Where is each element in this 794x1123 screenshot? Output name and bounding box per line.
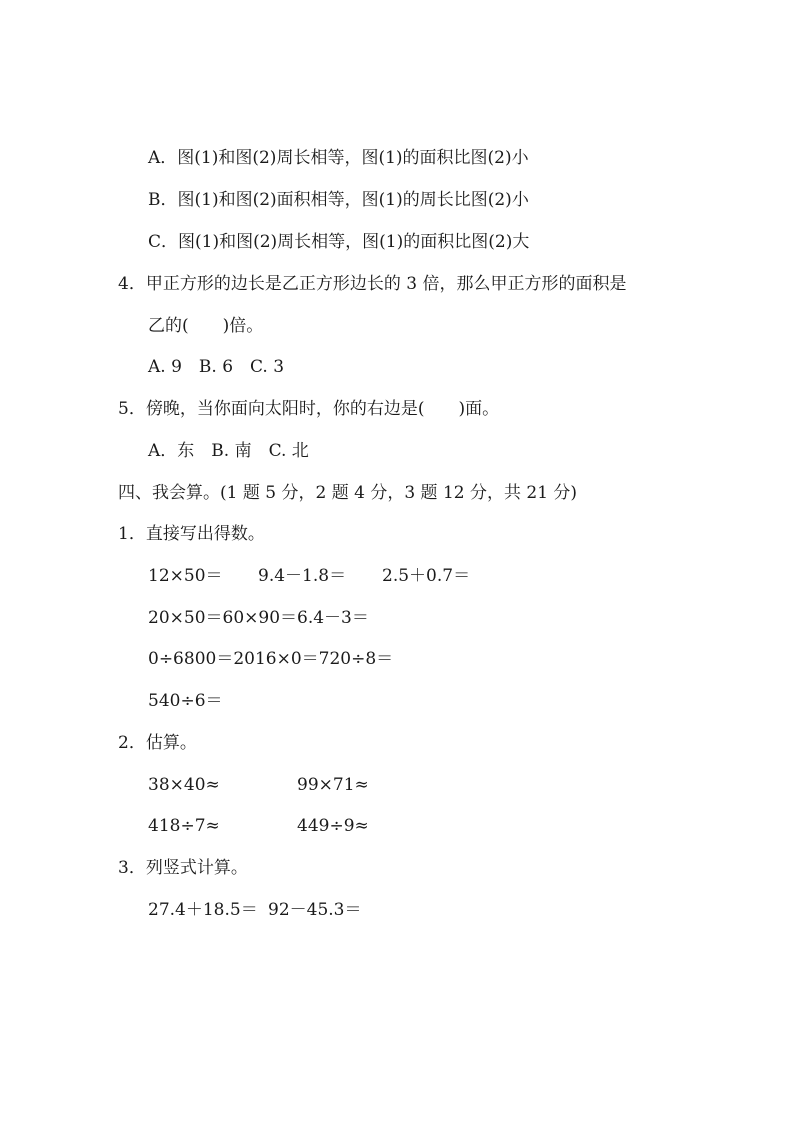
problem-1-row-1 xyxy=(148,565,708,587)
problem-1-row-4: 540÷6＝ xyxy=(148,691,223,711)
problem-1-row-3: 0÷6800＝2016×0＝720÷8＝ xyxy=(148,649,394,669)
question-4-stem: 4．甲正方形的边长是乙正方形边长的 3 倍，那么甲正方形的面积是 xyxy=(118,274,627,294)
question-5-options: A．东 B. 南 C. 北 xyxy=(148,441,309,461)
problem-2-row-1 xyxy=(148,774,708,796)
expression: 27.4＋18.5＝ xyxy=(148,900,258,920)
expression: 9.4－1.8＝ xyxy=(258,566,347,586)
problem-2-title: 2．估算。 xyxy=(118,733,197,753)
option-3a: A．图(1)和图(2)周长相等，图(1)的面积比图(2)小 xyxy=(148,148,529,168)
expression: 2.5＋0.7＝ xyxy=(382,566,471,586)
expression: 12×50＝ xyxy=(148,566,223,586)
expression: 99×71≈ xyxy=(297,775,369,795)
problem-3-row-1 xyxy=(148,899,708,921)
option-3c: C．图(1)和图(2)周长相等，图(1)的面积比图(2)大 xyxy=(148,232,530,252)
section-4-heading: 四、我会算。(1 题 5 分，2 题 4 分，3 题 12 分，共 21 分) xyxy=(118,483,578,503)
question-5-stem: 5．傍晚，当你面向太阳时，你的右边是( )面。 xyxy=(118,399,500,419)
problem-2-row-2 xyxy=(148,815,708,837)
problem-1-row-2: 20×50＝60×90＝6.4－3＝ xyxy=(148,608,369,628)
question-4-stem-continued: 乙的( )倍。 xyxy=(148,316,264,336)
expression: 38×40≈ xyxy=(148,775,220,795)
expression: 449÷9≈ xyxy=(297,816,369,836)
option-3b: B．图(1)和图(2)面积相等，图(1)的周长比图(2)小 xyxy=(148,190,529,210)
problem-1-title: 1．直接写出得数。 xyxy=(118,524,265,544)
problem-3-title: 3．列竖式计算。 xyxy=(118,858,248,878)
expression: 92－45.3＝ xyxy=(268,900,362,920)
question-4-options: A. 9 B. 6 C. 3 xyxy=(148,357,285,377)
expression: 418÷7≈ xyxy=(148,816,220,836)
